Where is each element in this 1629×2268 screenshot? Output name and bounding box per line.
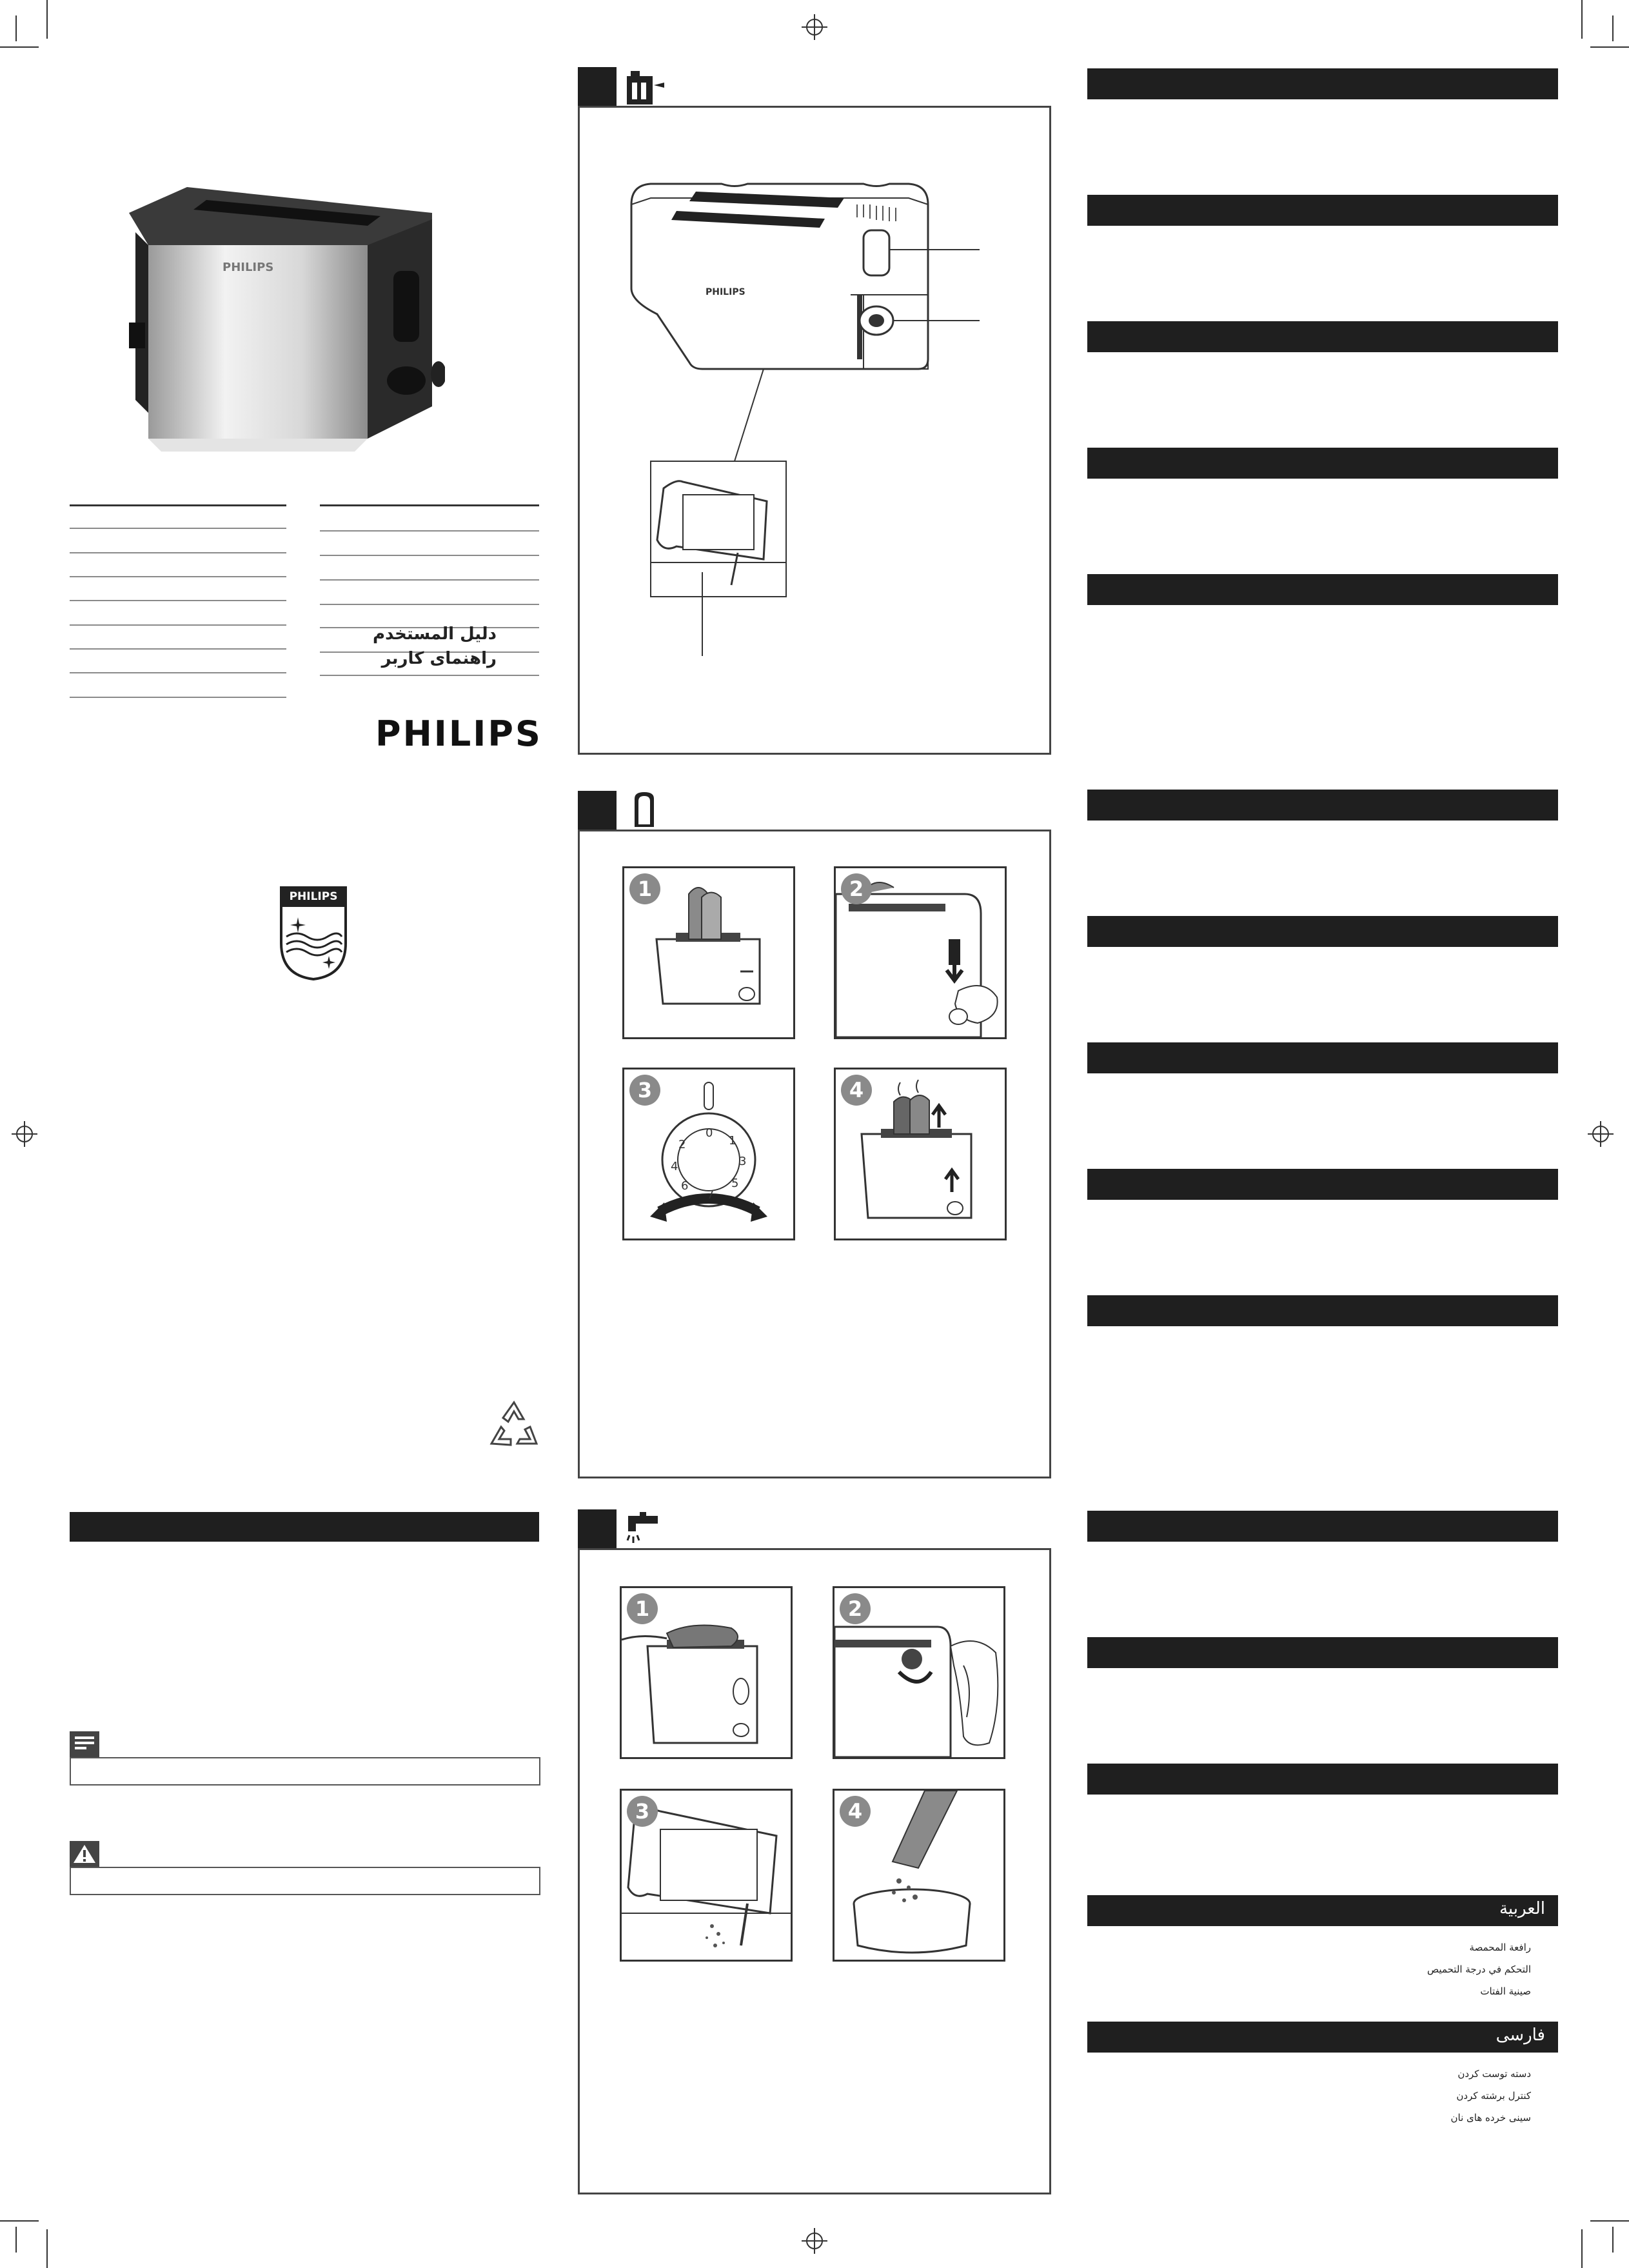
registration-mark-right xyxy=(1588,1121,1614,1147)
dial-number: 4 xyxy=(671,1160,678,1173)
philips-shield-logo xyxy=(277,885,350,982)
language-bar-arabic xyxy=(1087,1895,1558,1926)
language-bar-persian xyxy=(1087,2022,1558,2053)
panel-tab-clean xyxy=(578,1509,617,1548)
product-photo-brand: PHILIPS xyxy=(222,261,274,274)
panel-tab-use xyxy=(578,791,617,830)
arabic-title: العربية xyxy=(1499,1899,1545,1918)
arabic-line-2: التحكم في درجة التحميص xyxy=(1427,1964,1531,1975)
bread-icon xyxy=(622,790,667,831)
use-step-4-number: 4 xyxy=(841,1075,872,1106)
language-bar xyxy=(1087,1764,1558,1795)
faucet-icon xyxy=(622,1509,667,1551)
clean-step-1-number: 1 xyxy=(627,1593,658,1624)
clean-step-4-number: 4 xyxy=(840,1796,871,1827)
shield-brand-text: PHILIPS xyxy=(289,890,338,903)
dial-number: 6 xyxy=(681,1179,689,1193)
registration-mark-left xyxy=(12,1121,37,1147)
language-bar xyxy=(1087,321,1558,352)
section-header-bar xyxy=(70,1512,539,1542)
language-bar xyxy=(1087,68,1558,99)
cover-title-persian: راهنمای کاربر xyxy=(381,649,497,668)
toaster-product-photo xyxy=(110,174,445,458)
clean-step-3 xyxy=(620,1789,793,1962)
cover-title-arabic: دليل المستخدم xyxy=(373,624,497,644)
clean-step-4 xyxy=(833,1789,1005,1962)
language-bar xyxy=(1087,1169,1558,1200)
panel-overview xyxy=(578,106,1051,755)
note-box xyxy=(70,1757,540,1786)
warning-icon xyxy=(70,1841,99,1867)
registration-mark-bottom xyxy=(802,2228,827,2254)
dial-number: 2 xyxy=(678,1138,686,1151)
language-bar xyxy=(1087,1637,1558,1668)
language-bar xyxy=(1087,1511,1558,1542)
persian-line-2: کنترل برشته کردن xyxy=(1456,2090,1531,2102)
clean-step-1 xyxy=(620,1586,793,1759)
persian-line-1: دسته توست کردن xyxy=(1457,2068,1531,2080)
dial-number: 3 xyxy=(739,1155,747,1168)
use-step-1 xyxy=(622,866,795,1039)
arabic-line-3: صينية الفتات xyxy=(1480,1985,1531,1997)
panel-tab-overview xyxy=(578,67,617,106)
language-bar xyxy=(1087,790,1558,821)
language-bar xyxy=(1087,195,1558,226)
use-step-3 xyxy=(622,1068,795,1240)
dial-number: 0 xyxy=(706,1126,713,1140)
philips-wordmark: PHILIPS xyxy=(375,713,542,754)
note-icon xyxy=(70,1731,99,1757)
recycle-icon xyxy=(485,1398,543,1453)
use-step-3-number: 3 xyxy=(629,1075,660,1106)
language-bar xyxy=(1087,1295,1558,1326)
persian-title: فارسی xyxy=(1496,2025,1545,2045)
use-step-2-number: 2 xyxy=(841,873,872,904)
clean-step-2-number: 2 xyxy=(840,1593,871,1624)
language-bar xyxy=(1087,1042,1558,1073)
use-step-4 xyxy=(834,1068,1007,1240)
persian-line-3: سینی خرده های نان xyxy=(1450,2112,1531,2124)
toaster-overview-icon xyxy=(622,66,667,107)
panel-use xyxy=(578,830,1051,1478)
dial-number: 1 xyxy=(729,1134,736,1148)
panel-clean xyxy=(578,1548,1051,2194)
clean-step-2 xyxy=(833,1586,1005,1759)
arabic-line-1: رافعة المحمصة xyxy=(1469,1942,1531,1953)
dial-number: 5 xyxy=(731,1177,739,1190)
use-step-1-number: 1 xyxy=(629,873,660,904)
toaster-line-diagram xyxy=(580,108,1049,753)
dial-number: 7 xyxy=(707,1188,715,1202)
registration-mark-top xyxy=(802,14,827,40)
language-bar xyxy=(1087,574,1558,605)
use-step-2 xyxy=(834,866,1007,1039)
warning-box xyxy=(70,1867,540,1895)
clean-step-3-number: 3 xyxy=(627,1796,658,1827)
language-bar xyxy=(1087,448,1558,479)
diagram-toaster-brand: PHILIPS xyxy=(706,287,745,297)
language-bar xyxy=(1087,916,1558,947)
